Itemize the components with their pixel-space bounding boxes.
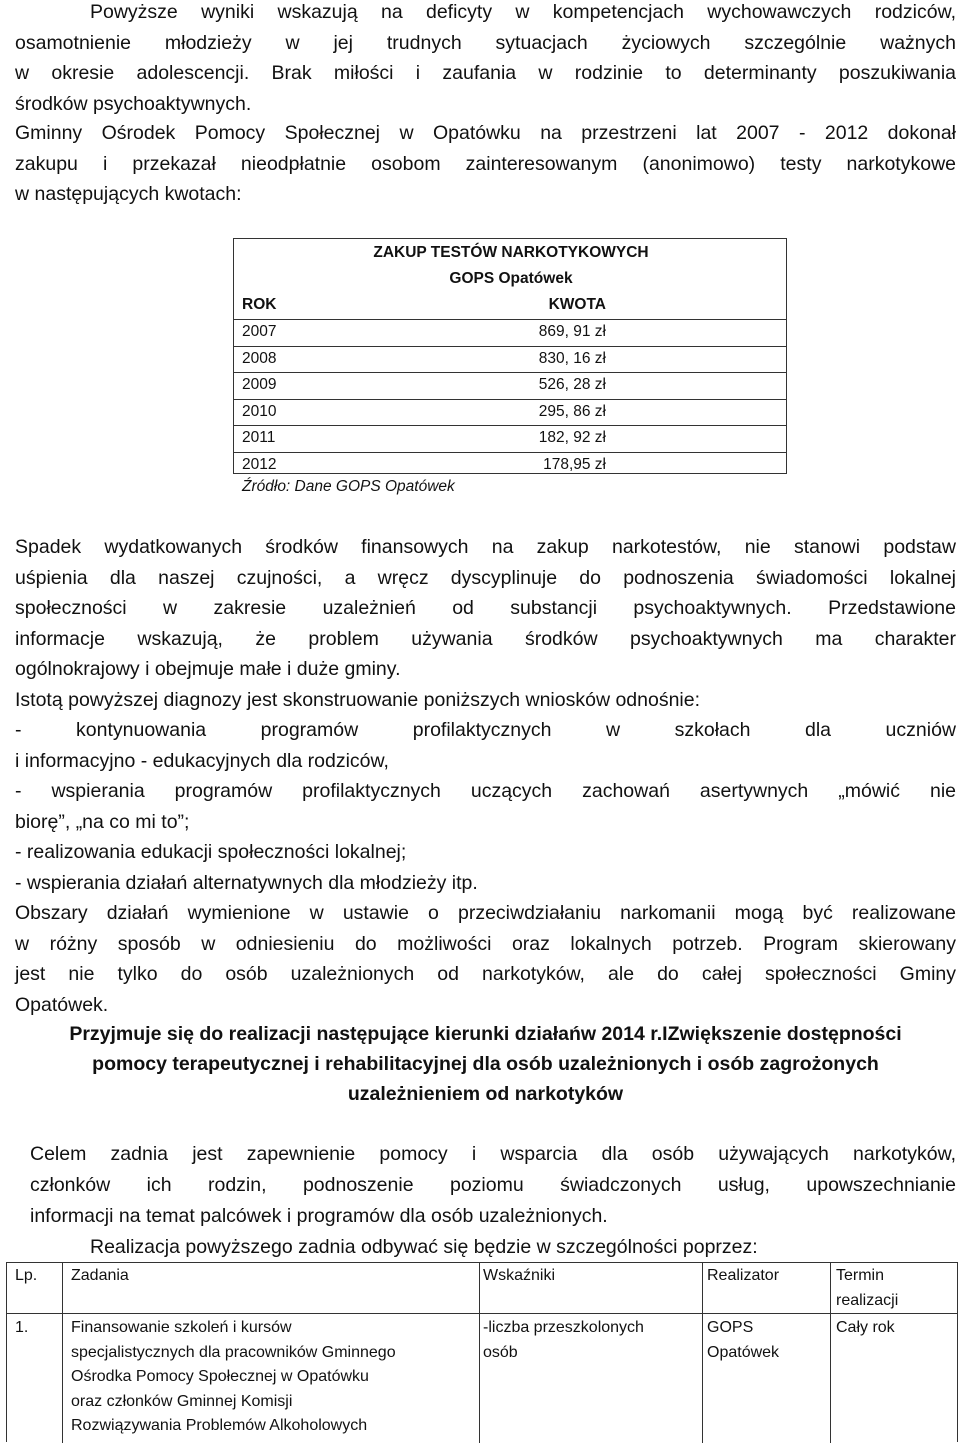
analysis-line: społeczności w zakresie uzależnień od substancji psychoaktywnych. Przedstawione [15,597,956,619]
analysis-paragraph [15,532,956,1020]
row-year: 2007 [242,323,277,340]
analysis-line: informacje wskazują, że problem używania środków psychoaktywnych ma charakter [15,627,956,650]
areas-line: w różny sposób w odniesieniu do możliwości oraz lokalnych potrzeb. Program skierowany [15,932,956,955]
row-amount: 526, 28 zł [538,376,606,393]
row-amount: 830, 16 zł [538,349,606,367]
task-line: Finansowanie szkoleń i kursów [71,1319,292,1336]
row-year: 2008 [242,349,277,367]
goal-line: informacji na temat palcówek i programów dla osób uzależnionych. [30,1205,608,1227]
table-title: ZAKUP TESTÓW NARKOTYKOWYCH [373,244,649,261]
diagnosis-line: Istotą powyższej diagnozy jest skonstruowanie poniższych wniosków odnośnie: [15,688,701,711]
header-term-line: Termin [836,1267,885,1284]
table-row [234,425,786,453]
areas-line: jest nie tylko do osób uzależnionych od narkotyków, ale do całej społeczności Gminy [15,963,956,985]
table-row [234,319,786,347]
conclusion-item: i informacyjno - edukacyjnych dla rodziców, [15,749,389,772]
executor-line: Opatówek [707,1343,780,1361]
row-amount: 869, 91 zł [538,323,606,340]
table-header-row [234,292,786,320]
table-row [234,399,786,427]
row-year: 2012 [242,455,277,473]
row-term: Cały rok [836,1319,895,1336]
row-year: 2009 [242,376,277,393]
analysis-line: ogólnokrajowy i obejmuje małe i duże gminy. [15,658,401,680]
header-term-line: realizacji [836,1291,899,1309]
task-line: specjalistycznych dla pracowników Gminnego [71,1343,396,1361]
row-year: 2010 [242,402,277,420]
priority-heading [15,1019,956,1109]
intro-line: Powyższe wyniki wskazują na deficyty w kompetencjach wychowawczych rodziców, [90,1,956,23]
priority-line: uzależnieniem od narkotyków [347,1083,624,1105]
intro-paragraph [15,0,956,119]
analysis-line: uśpienia dla naszej czujności, a wręcz dyscyplinuje do podnoszenia świadomości lokalnej [15,566,956,589]
row-lp: 1. [15,1319,29,1336]
goal-line: członków ich rodzin, podnoszenie poziomu świadczonych usług, upowszechnianie [30,1174,956,1196]
indicator-line: osób [483,1343,518,1361]
row-amount: 295, 86 zł [538,402,606,420]
areas-line: Opatówek. [15,993,109,1016]
tasks-header-row [7,1263,957,1314]
row-amount: 182, 92 zł [538,429,606,446]
header-executor: Realizator [707,1267,780,1284]
conclusion-item: - realizowania edukacji społeczności lokalnej; [15,841,407,863]
analysis-line: Spadek wydatkowanych środków finansowych na zakup narkotestów, nie stanowi podstaw [15,536,956,558]
goal-paragraph [30,1139,956,1263]
task-line: oraz członków Gminnej Komisji [71,1392,293,1410]
gops-paragraph [15,118,956,210]
header-lp: Lp. [15,1267,38,1284]
realization-line: Realizacja powyższego zadnia odbywać się będzie w szczególności poprzez: [90,1236,758,1258]
row-indicator [483,1316,644,1365]
header-tasks: Zadania [71,1267,129,1284]
areas-line: Obszary działań wymienione w ustawie o przeciwdziałaniu narkomanii mogą być realizowane [15,902,956,924]
header-year: ROK [242,296,277,313]
table-row [234,372,786,400]
intro-line: środków psychoaktywnych. [15,92,252,115]
row-executor [707,1316,779,1365]
table-source: Źródło: Dane GOPS Opatówek [242,478,455,495]
intro-line: w okresie adolescencji. Brak miłości i zaufania w rodzinie to determinanty poszukiwania [15,62,956,84]
indicator-line: -liczba przeszkolonych [483,1319,644,1336]
gops-line: zakupu i przekazał nieodpłatnie osobom zainteresowanym (anonimowo) testy narkotykowe [15,152,956,175]
priority-line: Przyjmuje się do realizacji następujące kierunki działańw 2014 r.IZwiększenie dostępności [69,1023,902,1045]
header-term [836,1264,898,1313]
task-line: Ośrodka Pomocy Społecznej w Opatówku [71,1368,369,1385]
conclusion-item: - wspierania działań alternatywnych dla młodzieży itp. [15,871,478,894]
executor-line: GOPS [707,1319,754,1336]
gops-line: w następujących kwotach: [15,183,242,205]
header-amount: KWOTA [548,296,606,313]
conclusion-item: - kontynuowania programów profilaktycznych w szkołach dla uczniów [15,719,956,741]
goal-line: Celem zadnia jest zapewnienie pomocy i wsparcia dla osób używających narkotyków, [30,1143,956,1165]
row-year: 2011 [242,429,276,446]
conclusion-item: - wspierania programów profilaktycznych uczących zachowań asertywnych „mówić nie [15,780,956,802]
table-row [234,452,786,479]
row-amount: 178,95 zł [543,455,606,473]
priority-line: pomocy terapeutycznej i rehabilitacyjnej dla osób uzależnionych i osób zagrożonych [92,1053,879,1075]
gops-line: Gminny Ośrodek Pomocy Społecznej w Opatówku na przestrzeni lat 2007 - 2012 dokonał [15,122,956,144]
header-indicators: Wskaźniki [483,1267,556,1284]
table-subtitle: GOPS Opatówek [449,270,573,287]
intro-line: osamotnienie młodzieży w jej trudnych sytuacjach życiowych szczególnie ważnych [15,31,956,54]
task-line: Rozwiązywania Problemów Alkoholowych [71,1417,368,1434]
row-task [71,1316,396,1439]
table-row [234,346,786,374]
conclusion-item: biorę”, „na co mi to”; [15,810,190,833]
drug-tests-table [233,238,787,474]
tasks-table [6,1262,958,1442]
